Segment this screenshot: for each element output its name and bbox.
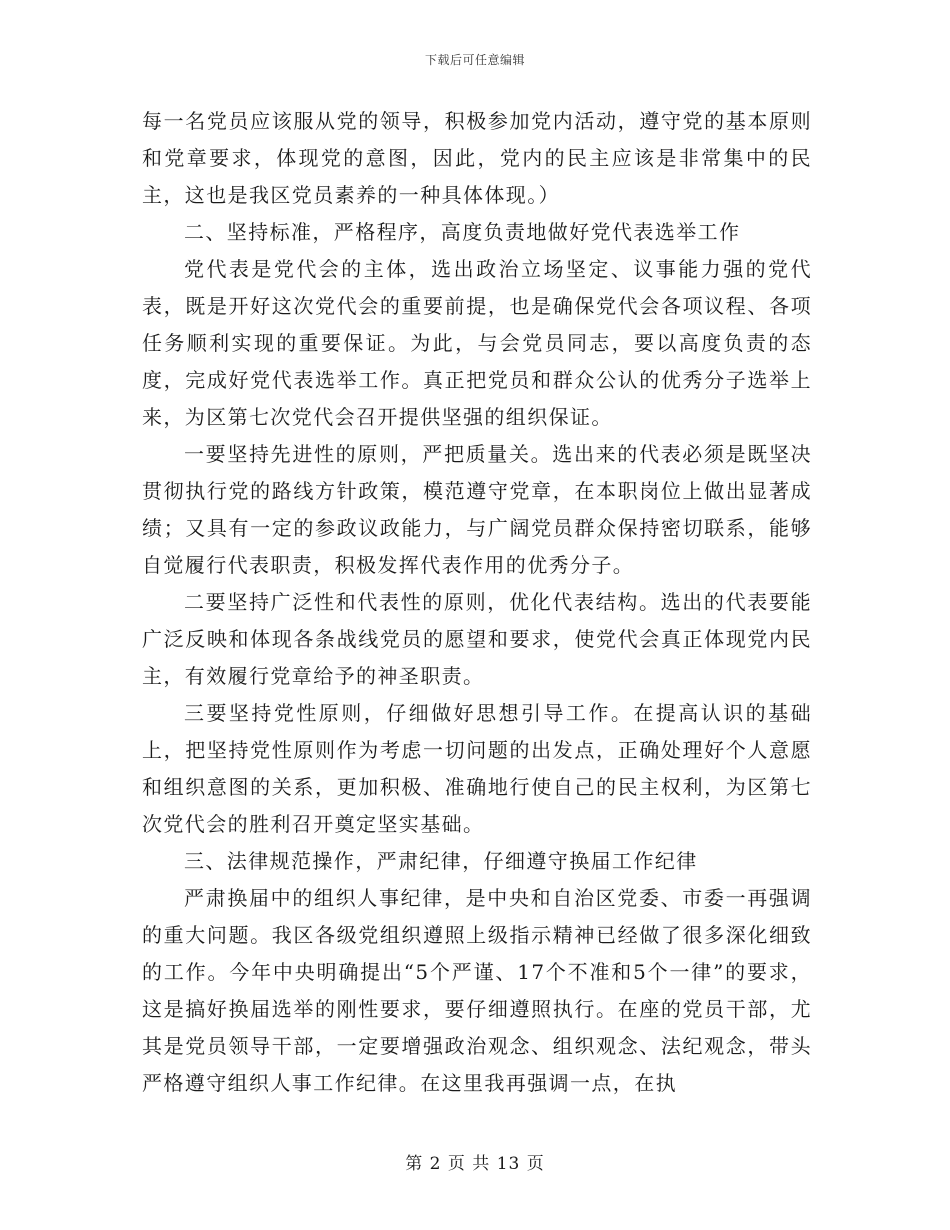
paragraph: 一要坚持先进性的原则，严把质量关。选出来的代表必须是既坚决贯彻执行党的路线方针政策，模范遵守党章，在本职岗位上做出显著成绩；又具有一定的参政议政能力，与广阔党员群众保持密切联系，能够自觉履行代表职责，积极发挥代表作用的优秀分子。 (142, 442, 812, 577)
paragraph: 二要坚持广泛性和代表性的原则，优化代表结构。选出的代表要能广泛反映和体现各条战线党员的愿望和要求，使党代会真正体现党内民主，有效履行党章给予的神圣职责。 (142, 590, 812, 688)
section-heading-3: 三、法律规范操作，严肃纪律，仔细遵守换届工作纪律 (184, 849, 698, 873)
paragraph: 党代表是党代会的主体，选出政治立场坚定、议事能力强的党代表，既是开好这次党代会的重要前提，也是确保党代会各项议程、各项任务顺利实现的重要保证。为此，与会党员同志，要以高度负责的态度，完成好党代表选举工作。真正把党员和群众公认的优秀分子选举上来，为区第七次党代会召开提供坚强的组织保证。 (142, 257, 812, 429)
paragraph: 三要坚持党性原则，仔细做好思想引导工作。在提高认识的基础上，把坚持党性原则作为考虑一切问题的出发点，正确处理好个人意愿和组织意图的关系，更加积极、准确地行使自己的民主权利，为区第七次党代会的胜利召开奠定坚实基础。 (142, 701, 812, 836)
paragraph-continuation: 每一名党员应该服从党的领导，积极参加党内活动，遵守党的基本原则和党章要求，体现党的意图，因此，党内的民主应该是非常集中的民主，这也是我区党员素养的一种具体体现。） (142, 109, 812, 207)
section-heading-2: 二、坚持标准，严格程序，高度负责地做好党代表选举工作 (184, 220, 741, 244)
paragraph: 严肃换届中的组织人事纪律，是中央和自治区党委、市委一再强调的重大问题。我区各级党组织遵照上级指示精神已经做了很多深化细致的工作。今年中央明确提出“5个严谨、17个不准和5个一律”的要求，这是搞好换届选举的刚性要求，要仔细遵照执行。在座的党员干部，尤其是党员领导干部，一定要增强政治观念、组织观念、法纪观念，带头严格遵守组织人事工作纪律。在这里我再强调一点，在执 (142, 886, 812, 1095)
page-footer: 第 2 页 共 13 页 (405, 1154, 545, 1174)
document-body (142, 103, 812, 1102)
page-header: 下载后可任意编辑 (424, 53, 525, 67)
